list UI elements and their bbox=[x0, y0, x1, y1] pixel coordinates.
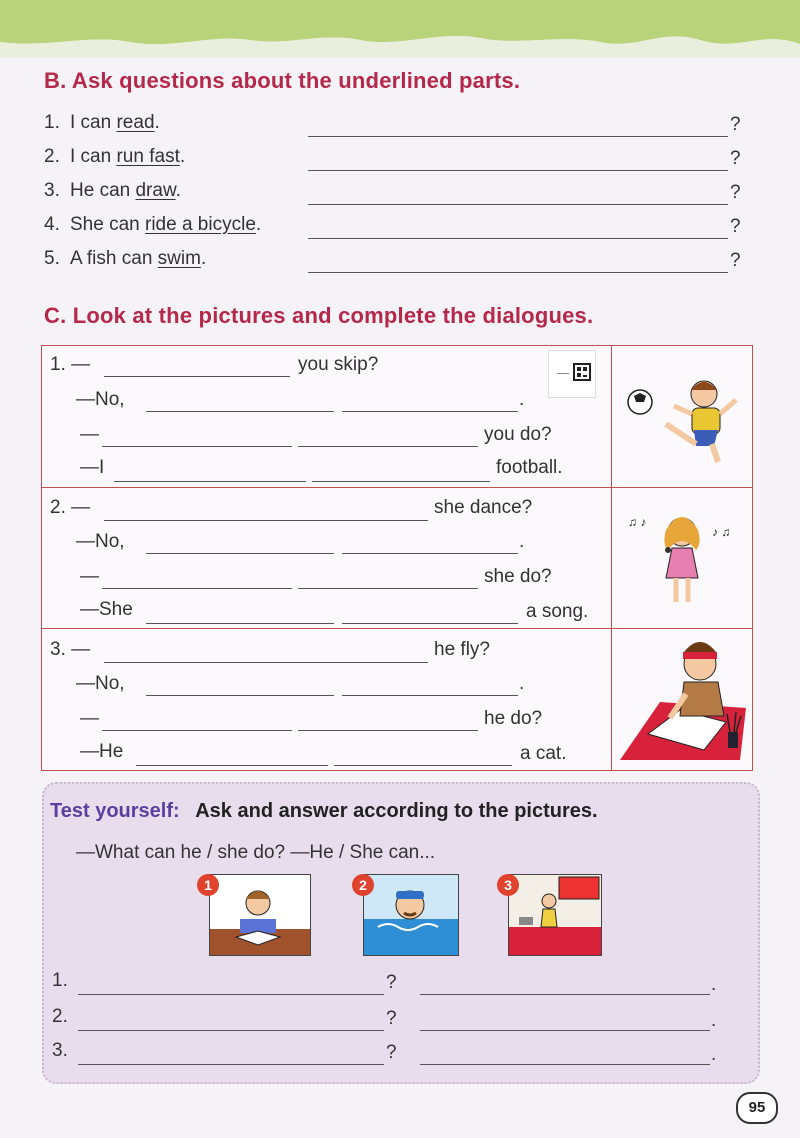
sentence-post: . bbox=[200, 248, 207, 269]
answer-blank[interactable] bbox=[78, 1064, 384, 1065]
answer-end: football. bbox=[496, 457, 563, 478]
no-reply: —No, bbox=[76, 531, 125, 552]
answer-blank[interactable] bbox=[342, 411, 518, 412]
test-prompt: —What can he / she do? —He / She can... bbox=[76, 842, 436, 863]
full-stop: . bbox=[519, 389, 525, 410]
sentence-pre: A fish can bbox=[70, 248, 158, 269]
question-mark: ? bbox=[730, 114, 741, 135]
question-end: you skip? bbox=[298, 354, 379, 375]
section-b-title: B. Ask questions about the underlined parts. bbox=[44, 68, 521, 93]
question-mark: ? bbox=[730, 216, 741, 237]
item-number: 5. bbox=[44, 248, 60, 269]
question-end: he do? bbox=[484, 708, 543, 729]
answer-blank[interactable] bbox=[146, 695, 334, 696]
answer-blank[interactable] bbox=[312, 481, 490, 482]
picture-3 bbox=[508, 874, 602, 956]
answer-blank[interactable] bbox=[102, 446, 292, 447]
line-number: 3. bbox=[52, 1040, 68, 1061]
picture-number-badge: 3 bbox=[497, 874, 519, 896]
item-number: 2. bbox=[44, 146, 60, 167]
answer-blank[interactable] bbox=[104, 520, 428, 521]
page-number: 95 bbox=[736, 1092, 778, 1124]
sentence-pre: He can bbox=[70, 180, 136, 201]
answer-blank[interactable] bbox=[420, 1064, 710, 1065]
answer-blank[interactable] bbox=[420, 1030, 710, 1031]
answer-blank[interactable] bbox=[78, 1030, 384, 1031]
picture-1 bbox=[209, 874, 311, 956]
sentence-pre: I can bbox=[70, 146, 117, 167]
dash: — bbox=[80, 566, 99, 587]
underlined-part: swim bbox=[157, 248, 201, 269]
woman-cooking-picture bbox=[509, 875, 601, 955]
test-instruction: Ask and answer according to the pictures. bbox=[195, 800, 598, 822]
item-sentence bbox=[70, 180, 181, 202]
row-number: 1. — bbox=[50, 354, 91, 375]
full-stop: . bbox=[711, 974, 717, 995]
sentence-post: . bbox=[175, 180, 181, 201]
man-swimming-picture bbox=[364, 875, 458, 955]
item-sentence bbox=[70, 112, 160, 134]
sentence-pre: She can bbox=[70, 214, 145, 235]
top-decorative-band bbox=[0, 0, 800, 58]
item-number: 1. bbox=[44, 112, 60, 133]
answer-blank[interactable] bbox=[78, 994, 384, 995]
line-number: 1. bbox=[52, 970, 68, 991]
full-stop: . bbox=[711, 1044, 717, 1065]
answer-blank[interactable] bbox=[342, 695, 518, 696]
item-sentence bbox=[70, 214, 261, 236]
svg-text:♫ ♪: ♫ ♪ bbox=[628, 515, 647, 529]
item-number: 3. bbox=[44, 180, 60, 201]
answer-blank[interactable] bbox=[136, 765, 328, 766]
full-stop: . bbox=[711, 1010, 717, 1031]
answer-start: —She bbox=[80, 599, 133, 620]
table-divider bbox=[611, 345, 612, 770]
question-end: she do? bbox=[484, 566, 552, 587]
question-end: you do? bbox=[484, 424, 552, 445]
answer-blank[interactable] bbox=[114, 481, 306, 482]
question-end: she dance? bbox=[434, 497, 533, 518]
sentence-pre: I can bbox=[70, 112, 117, 133]
boy-kicking-football-picture bbox=[624, 370, 742, 470]
answer-end: a cat. bbox=[520, 743, 567, 764]
answer-blank[interactable] bbox=[308, 272, 728, 273]
answer-blank[interactable] bbox=[298, 730, 478, 731]
picture-number-badge: 2 bbox=[352, 874, 374, 896]
answer-blank[interactable] bbox=[104, 662, 428, 663]
underlined-part: ride a bicycle bbox=[145, 214, 256, 235]
answer-blank[interactable] bbox=[308, 170, 728, 171]
test-heading bbox=[50, 800, 598, 823]
table-divider bbox=[41, 487, 752, 488]
question-mark: ? bbox=[386, 972, 397, 993]
qr-code bbox=[548, 350, 596, 398]
row-number: 2. — bbox=[50, 497, 91, 518]
answer-blank[interactable] bbox=[102, 730, 292, 731]
item-number: 4. bbox=[44, 214, 60, 235]
sentence-post: . bbox=[179, 146, 186, 167]
row-number: 3. — bbox=[50, 639, 91, 660]
dash: — bbox=[80, 708, 99, 729]
answer-blank[interactable] bbox=[102, 588, 292, 589]
man-drawing-picture bbox=[620, 638, 746, 764]
no-reply: —No, bbox=[76, 389, 125, 410]
no-reply: —No, bbox=[76, 673, 125, 694]
boy-reading-picture bbox=[210, 875, 310, 955]
question-mark: ? bbox=[730, 182, 741, 203]
answer-blank[interactable] bbox=[146, 623, 334, 624]
girl-singing-picture bbox=[624, 506, 742, 612]
answer-blank[interactable] bbox=[104, 376, 290, 377]
answer-blank[interactable] bbox=[334, 765, 512, 766]
question-mark: ? bbox=[386, 1042, 397, 1063]
question-mark: ? bbox=[730, 148, 741, 169]
underlined-part: draw bbox=[135, 180, 176, 201]
question-mark: ? bbox=[386, 1008, 397, 1029]
sentence-post: . bbox=[255, 214, 262, 235]
dash: — bbox=[80, 424, 99, 445]
line-number: 2. bbox=[52, 1006, 68, 1027]
answer-start: —I bbox=[80, 457, 105, 478]
picture-2 bbox=[363, 874, 459, 956]
svg-text:♪ ♫: ♪ ♫ bbox=[712, 525, 731, 539]
picture-number-badge: 1 bbox=[197, 874, 219, 896]
full-stop: . bbox=[519, 673, 525, 694]
item-sentence bbox=[70, 248, 206, 270]
table-divider bbox=[41, 628, 752, 629]
answer-blank[interactable] bbox=[146, 553, 334, 554]
answer-blank[interactable] bbox=[342, 553, 518, 554]
full-stop: . bbox=[519, 531, 525, 552]
answer-blank[interactable] bbox=[342, 623, 518, 624]
answer-blank[interactable] bbox=[308, 238, 728, 239]
answer-blank[interactable] bbox=[298, 446, 478, 447]
section-c-title: C. Look at the pictures and complete the dialogues. bbox=[44, 303, 594, 328]
underlined-part: read bbox=[116, 112, 155, 133]
question-end: he fly? bbox=[434, 639, 490, 660]
answer-blank[interactable] bbox=[308, 204, 728, 205]
answer-blank[interactable] bbox=[298, 588, 478, 589]
underlined-part: run fast bbox=[116, 146, 180, 167]
question-mark: ? bbox=[730, 250, 741, 271]
answer-blank[interactable] bbox=[420, 994, 710, 995]
test-label: Test yourself: bbox=[50, 800, 180, 822]
item-sentence bbox=[70, 146, 185, 168]
answer-start: —He bbox=[80, 741, 124, 762]
sentence-post: . bbox=[154, 112, 160, 133]
answer-blank[interactable] bbox=[146, 411, 334, 412]
answer-end: a song. bbox=[526, 601, 589, 622]
answer-blank[interactable] bbox=[308, 136, 728, 137]
